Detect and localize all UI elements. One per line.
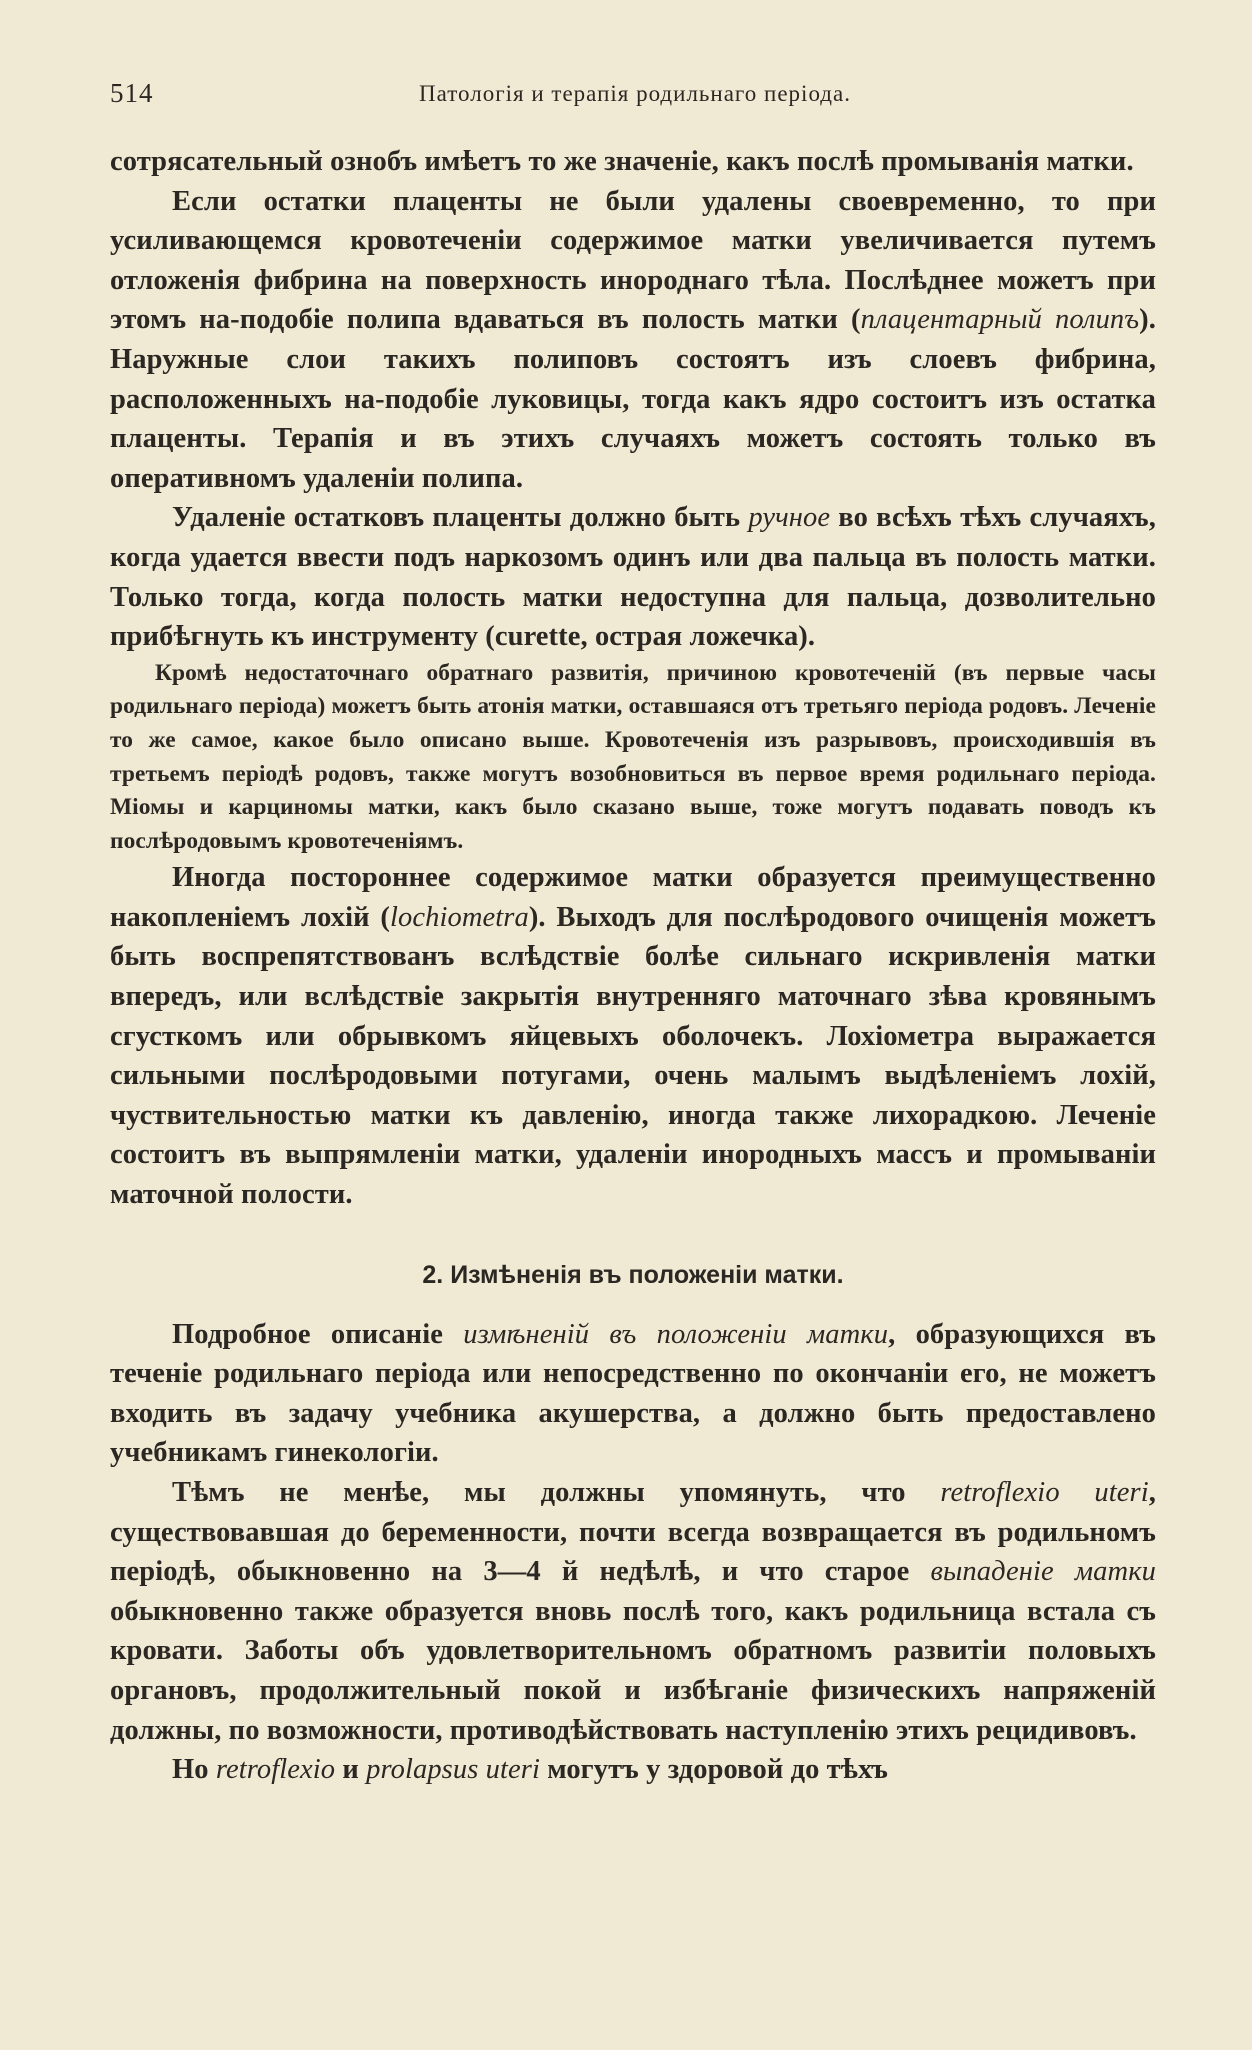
- body-paragraph: [110, 142, 1156, 182]
- text-run: и: [335, 1754, 367, 1786]
- italic-text-run: retroflexio: [215, 1754, 336, 1786]
- small-print-paragraph: [110, 657, 1156, 859]
- text-run: Если остатки плаценты не были удалены своевременно, то при усиливающемся кровотеченіи содержимое матки увеличивается путемъ отложенія фибрина на поверхность инороднаго тѣла. Послѣднее можетъ при этомъ на-подобіе полипа вдаваться въ полость матки (: [110, 185, 1156, 336]
- body-paragraph: [110, 858, 1156, 1214]
- body-paragraph: [110, 498, 1156, 656]
- text-run: сотрясательный ознобъ имѣетъ то же значеніе, какъ послѣ промыванія матки.: [110, 146, 1134, 177]
- text-run: могутъ у здоровой до тѣхъ: [539, 1754, 888, 1786]
- text-run: , образующихся въ теченіе родильнаго періода или непосредственно по окончаніи его, не можетъ входить въ задачу учебника акушерства, а должно быть предоставлено учебникамъ гинекологіи.: [110, 1318, 1156, 1469]
- text-run: Тѣмъ не менѣе, мы должны упомянуть, что: [172, 1477, 941, 1508]
- italic-text-run: измѣненій въ положеніи матки: [463, 1318, 889, 1350]
- body-paragraph: [110, 1315, 1156, 1473]
- text-run: во всѣхъ тѣхъ случаяхъ, когда удается ввести подъ наркозомъ одинъ или два пальца въ полость матки. Только тогда, когда полость матки недоступна для пальца, дозволительно прибѣгнуть къ инструменту (curette, острая ложечка).: [110, 502, 1156, 653]
- text-run: ). Наружные слои такихъ полиповъ состоятъ изъ слоевъ фибрина, расположенныхъ на-подобіе луковицы, тогда какъ ядро состоитъ изъ остатка плаценты. Терапія и въ этихъ случаяхъ можетъ состоять только въ оперативномъ удаленіи полипа.: [110, 304, 1156, 494]
- text-run: обыкновенно также образуется вновь послѣ того, какъ родильница встала съ кровати. Заботы объ удовлетворительномъ обратномъ развитіи половыхъ органовъ, продолжительный покой и избѣганіе физическихъ напряженій должны, по возможности, противодѣйствовать наступленію этихъ рецидивовъ.: [110, 1595, 1156, 1746]
- italic-text-run: ручное: [748, 502, 831, 534]
- text-run: Кромѣ недостаточнаго обратнаго развитія, причиною кровотеченій (въ первые часы родильнаго періода) можетъ быть атонія матки, оставшаяся отъ третьяго періода родовъ. Леченіе то же самое, какое было описано выше. Кровотеченія изъ разрывовъ, происходившія въ третьемъ періодѣ родовъ, также могутъ возобновиться въ первое время родильнаго періода. Міомы и карциномы матки, какъ было сказано выше, тоже могутъ подавать поводъ къ послѣродовымъ кровотеченіямъ.: [110, 659, 1156, 854]
- italic-text-run: lochiometra: [390, 901, 529, 933]
- text-run: Иногда постороннее содержимое матки образуется преимущественно накопленіемъ лохій (: [110, 862, 1156, 933]
- italic-text-run: плацентарный полипъ: [860, 304, 1140, 336]
- text-run: ). Выходъ для послѣродового очищенія можетъ быть воспрепятствованъ вслѣдствіе болѣе сильнаго искривленія матки впередъ, или вслѣдствіе закрытія внутренняго маточнаго зѣва кровянымъ сгусткомъ или обрывкомъ яйцевыхъ оболочекъ. Лохіометра выражается сильными послѣродовыми потугами, очень малымъ выдѣленіемъ лохій, чуствительностью матки къ давленію, иногда также лихорадкою. Леченіе состоитъ въ выпрямленіи матки, удаленіи инородныхъ массъ и промываніи маточной полости.: [110, 901, 1156, 1211]
- page-header: [110, 78, 1160, 118]
- text-run: 2. Измѣненія въ положеніи матки.: [422, 1260, 844, 1289]
- italic-text-run: prolapsus uteri: [366, 1754, 540, 1786]
- running-title: Патологія и терапія родильнаго періода.: [419, 81, 851, 106]
- text-run: Удаленіе остатковъ плаценты должно быть: [172, 502, 749, 534]
- text-run: Подробное описаніе: [172, 1318, 464, 1350]
- page-number: 514: [110, 78, 154, 108]
- text-run: , существовавшая до беременности, почти всегда возвращается въ родильномъ періодѣ, обыкновенно на 3—4 й недѣлѣ, и что старое: [110, 1477, 1156, 1588]
- body-paragraph: [110, 1473, 1156, 1750]
- italic-text-run: retroflexio uteri: [940, 1477, 1149, 1508]
- italic-text-run: выпаденіе матки: [930, 1556, 1156, 1588]
- body-paragraph: [110, 182, 1156, 499]
- body-paragraph: [110, 1750, 1156, 1790]
- text-run: Но: [172, 1754, 216, 1786]
- page-body-text: [110, 142, 1156, 1790]
- section-heading: [110, 1255, 1156, 1295]
